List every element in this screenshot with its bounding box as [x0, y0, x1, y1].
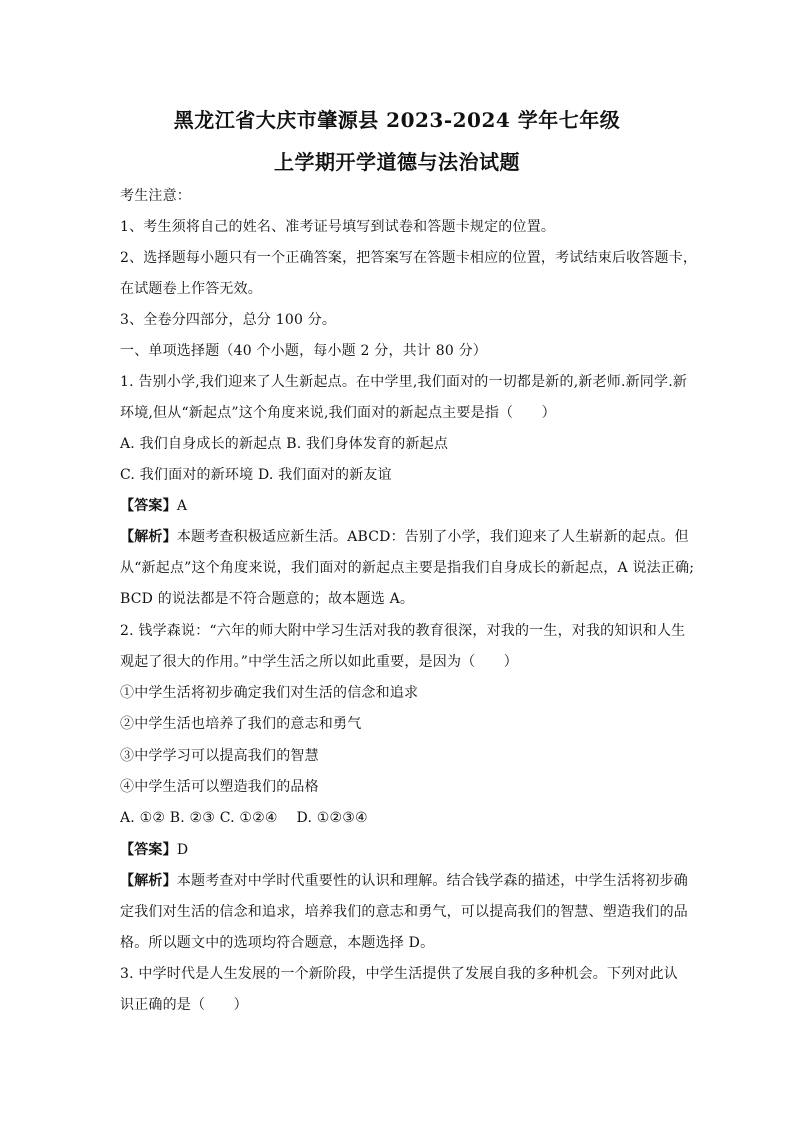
notice-item-3: 3、全卷分四部分，总分 100 分。 — [120, 312, 337, 328]
q3-stem-line2: 识正确的是（ ） — [120, 997, 248, 1013]
notice-item-1: 1、考生须将自己的姓名、准考证号填写到试卷和答题卡规定的位置。 — [120, 219, 556, 235]
q2-analysis-line3: 格。所以题文中的选项均符合题意，本题选择 D。 — [120, 935, 435, 951]
notice-heading: 考生注意： — [120, 188, 191, 204]
q1-analysis-line3: BCD 的说法都是不符合题意的；故本题选 A。 — [120, 591, 415, 607]
analysis-text: 本题考查对中学时代重要性的认识和理解。结合钱学森的描述，中学生活将初步确 — [176, 873, 689, 889]
q1-options-ab: A. 我们自身成长的新起点 B. 我们身体发育的新起点 — [120, 436, 449, 452]
q3-stem-line1: 3. 中学时代是人生发展的一个新阶段，中学生活提供了发展自我的多种机会。下列对此认 — [120, 966, 679, 982]
analysis-tag: 【解析】 — [120, 529, 177, 545]
answer-tag: 【答案】 — [120, 842, 177, 858]
q1-stem-line2: 环境,但从“新起点”这个角度来说,我们面对的新起点主要是指（ ） — [120, 405, 556, 421]
q2-stem-line1: 2. 钱学森说：“六年的师大附中学习生活对我的教育很深，对我的一生，对我的知识和人生 — [120, 623, 686, 639]
q1-options-cd: C. 我们面对的新环境 D. 我们面对的新友谊 — [120, 467, 392, 483]
analysis-tag: 【解析】 — [120, 873, 177, 889]
q1-analysis-line1 — [120, 527, 689, 547]
answer-value: A — [176, 498, 188, 514]
q1-answer — [120, 496, 187, 516]
notice-item-2: 2、选择题每小题只有一个正确答案，把答案写在答题卡相应的位置，考试结束后收答题卡， — [120, 250, 698, 266]
section-heading: 一、单项选择题（40 个小题，每小题 2 分，共计 80 分） — [120, 343, 487, 359]
exam-title-line2: 上学期开学道德与法治试题 — [274, 150, 520, 174]
answer-value: D — [176, 842, 189, 858]
q2-analysis-line2: 定我们对生活的信念和追求，培养我们的意志和勇气，可以提高我们的智慧、塑造我们的品 — [120, 904, 688, 920]
notice-item-2-cont: 在试题卷上作答无效。 — [120, 281, 262, 297]
answer-tag: 【答案】 — [120, 498, 177, 514]
q2-stem-line2: 观起了很大的作用。”中学生活之所以如此重要，是因为（ ） — [120, 654, 518, 670]
analysis-text: 本题考查积极适应新生活。ABCD：告别了小学，我们迎来了人生崭新的起点。但 — [176, 529, 689, 545]
q2-item-2: ②中学生活也培养了我们的意志和勇气 — [120, 716, 362, 732]
q1-analysis-line2: 从“新起点”这个角度来说，我们面对的新起点主要是指我们自身成长的新起点，A 说法正确; — [120, 560, 695, 576]
q2-answer — [120, 840, 188, 860]
exam-title-line1: 黑龙江省大庆市肇源县 2023-2024 学年七年级 — [173, 108, 621, 132]
q2-item-1: ①中学生活将初步确定我们对生活的信念和追求 — [120, 685, 419, 701]
q1-stem-line1: 1. 告别小学,我们迎来了人生新起点。在中学里,我们面对的一切都是新的,新老师.新同学.新 — [120, 374, 688, 390]
q2-item-3: ③中学学习可以提高我们的智慧 — [120, 748, 319, 764]
q2-analysis-line1 — [120, 871, 688, 891]
q2-item-4: ④中学生活可以塑造我们的品格 — [120, 779, 319, 795]
q2-options: A. ①② B. ②③ C. ①②④ D. ①②③④ — [120, 810, 368, 826]
